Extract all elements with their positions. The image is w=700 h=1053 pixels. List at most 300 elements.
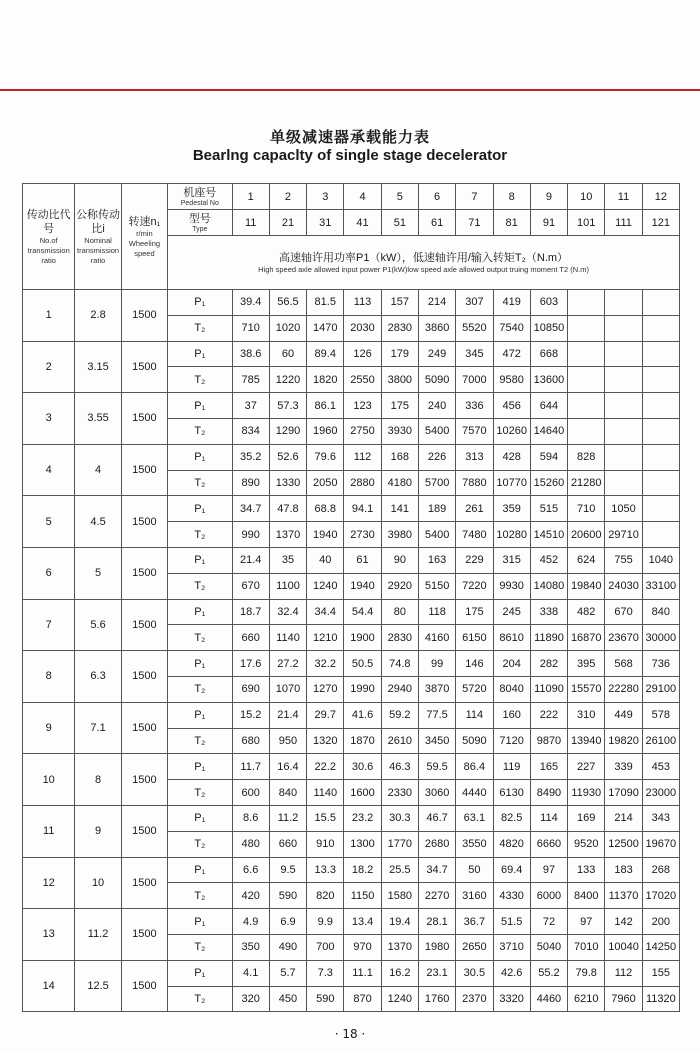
power-label: P₁ [168,547,232,573]
torque-value-cell: 1580 [381,883,418,909]
ratio-code-cell: 13 [23,909,75,961]
power-value-cell: 97 [568,909,605,935]
torque-value-cell: 1150 [344,883,381,909]
power-value-cell: 50.5 [344,651,381,677]
table-row-power [23,754,680,780]
power-value-cell: 282 [530,651,567,677]
ratio-code-cell: 10 [23,754,75,806]
power-value-cell: 23.2 [344,805,381,831]
torque-value-cell: 5150 [418,573,455,599]
power-value-cell [605,290,642,316]
power-value-cell: 29.7 [307,702,344,728]
torque-value-cell: 2830 [381,625,418,651]
torque-value-cell: 11930 [568,780,605,806]
power-value-cell: 736 [642,651,679,677]
power-value-cell: 163 [418,547,455,573]
power-value-cell: 8.6 [232,805,269,831]
torque-value-cell: 7480 [456,522,493,548]
power-value-cell: 5.7 [269,960,306,986]
power-value-cell: 56.5 [269,290,306,316]
power-value-cell: 453 [642,754,679,780]
torque-value-cell: 15570 [568,676,605,702]
torque-value-cell: 10770 [493,470,530,496]
power-value-cell: 55.2 [530,960,567,986]
table-row-power [23,651,680,677]
power-value-cell: 13.4 [344,909,381,935]
torque-label: T₂ [168,522,232,548]
power-value-cell: 472 [493,341,530,367]
torque-value-cell: 2650 [456,934,493,960]
torque-value-cell: 1370 [381,934,418,960]
torque-value-cell: 4160 [418,625,455,651]
power-value-cell: 22.2 [307,754,344,780]
torque-value-cell: 14510 [530,522,567,548]
torque-value-cell: 5090 [456,728,493,754]
type-no-cell: 101 [568,210,605,236]
table-row-power [23,702,680,728]
power-value-cell [642,341,679,367]
torque-value-cell: 1320 [307,728,344,754]
power-value-cell [568,393,605,419]
torque-value-cell: 6210 [568,986,605,1012]
power-value-cell: 222 [530,702,567,728]
power-value-cell: 126 [344,341,381,367]
torque-value-cell: 9580 [493,367,530,393]
power-value-cell: 338 [530,599,567,625]
table-row-power [23,290,680,316]
power-value-cell: 245 [493,599,530,625]
torque-value-cell: 7540 [493,315,530,341]
type-header-en: Type [192,225,208,233]
power-value-cell: 345 [456,341,493,367]
nominal-ratio-cell: 8 [75,754,121,806]
power-value-cell: 15.2 [232,702,269,728]
power-value-cell: 146 [456,651,493,677]
power-value-cell: 113 [344,290,381,316]
torque-value-cell: 2030 [344,315,381,341]
table-row-power [23,805,680,831]
power-value-cell: 17.6 [232,651,269,677]
ratio-code-cell: 11 [23,805,75,857]
torque-value-cell: 2940 [381,676,418,702]
power-value-cell: 34.7 [418,857,455,883]
torque-value-cell [605,418,642,444]
power-value-cell: 11.2 [269,805,306,831]
torque-value-cell: 6660 [530,831,567,857]
power-value-cell: 79.8 [568,960,605,986]
torque-value-cell: 13940 [568,728,605,754]
power-value-cell [642,496,679,522]
power-value-cell: 168 [381,444,418,470]
power-value-cell: 307 [456,290,493,316]
torque-value-cell: 4440 [456,780,493,806]
nominal-ratio-header [75,184,121,290]
speed-cell: 1500 [121,393,167,445]
power-value-cell [605,393,642,419]
power-value-cell: 6.6 [232,857,269,883]
torque-value-cell: 320 [232,986,269,1012]
power-value-cell: 18.7 [232,599,269,625]
power-label: P₁ [168,754,232,780]
torque-value-cell: 26100 [642,728,679,754]
type-no-cell: 31 [307,210,344,236]
type-no-cell: 51 [381,210,418,236]
torque-value-cell: 8490 [530,780,567,806]
torque-value-cell: 23670 [605,625,642,651]
table-row-power [23,599,680,625]
power-value-cell: 4.1 [232,960,269,986]
power-value-cell: 179 [381,341,418,367]
pedestal-no-cell: 4 [344,184,381,210]
nominal-ratio-cell: 12.5 [75,960,121,1012]
speed-header-en: r/min Wheeling speed [128,228,161,258]
header-rule [0,89,700,91]
speed-cell: 1500 [121,496,167,548]
torque-value-cell: 29100 [642,676,679,702]
unit-note-en: High speed axle allowed input power P1(kW)low speed axle allowed output truing moment T2 (N.m) [258,264,589,274]
speed-cell: 1500 [121,290,167,342]
torque-value-cell: 1300 [344,831,381,857]
torque-value-cell: 15260 [530,470,567,496]
speed-cell: 1500 [121,702,167,754]
pedestal-no-cell: 1 [232,184,269,210]
torque-value-cell: 1240 [381,986,418,1012]
speed-cell: 1500 [121,960,167,1012]
power-label: P₁ [168,960,232,986]
torque-value-cell: 3930 [381,418,418,444]
torque-value-cell [642,315,679,341]
power-value-cell: 1050 [605,496,642,522]
speed-header-cn: 转速n₁ [128,215,161,228]
power-value-cell: 157 [381,290,418,316]
torque-value-cell: 3060 [418,780,455,806]
power-value-cell: 313 [456,444,493,470]
pedestal-no-cell: 9 [530,184,567,210]
torque-value-cell: 1960 [307,418,344,444]
type-header [168,210,232,236]
table-row-power [23,960,680,986]
torque-value-cell: 2330 [381,780,418,806]
power-value-cell: 123 [344,393,381,419]
torque-value-cell: 5400 [418,522,455,548]
nominal-ratio-header-cn: 公称传动比i [76,208,121,235]
torque-value-cell: 3160 [456,883,493,909]
torque-value-cell: 1470 [307,315,344,341]
torque-value-cell: 21280 [568,470,605,496]
power-value-cell: 515 [530,496,567,522]
pedestal-no-cell: 7 [456,184,493,210]
power-value-cell: 160 [493,702,530,728]
torque-value-cell: 14640 [530,418,567,444]
power-value-cell: 94.1 [344,496,381,522]
torque-value-cell [642,418,679,444]
power-value-cell: 175 [381,393,418,419]
table-row-power [23,444,680,470]
torque-value-cell: 1870 [344,728,381,754]
nominal-ratio-cell: 9 [75,805,121,857]
torque-value-cell: 1290 [269,418,306,444]
power-value-cell [642,290,679,316]
torque-value-cell: 2610 [381,728,418,754]
torque-value-cell: 10260 [493,418,530,444]
torque-value-cell [605,367,642,393]
torque-value-cell: 2550 [344,367,381,393]
power-value-cell: 32.2 [307,651,344,677]
page-title-english: Bearlng capaclty of single stage decelerator [192,147,508,164]
power-value-cell: 72 [530,909,567,935]
power-value-cell: 114 [530,805,567,831]
torque-value-cell: 12500 [605,831,642,857]
power-value-cell: 1040 [642,547,679,573]
torque-value-cell: 19670 [642,831,679,857]
torque-label: T₂ [168,780,232,806]
power-value-cell: 169 [568,805,605,831]
power-value-cell: 39.4 [232,290,269,316]
torque-value-cell: 590 [269,883,306,909]
power-value-cell: 268 [642,857,679,883]
power-value-cell: 249 [418,341,455,367]
torque-value-cell [642,367,679,393]
power-value-cell: 240 [418,393,455,419]
torque-value-cell: 7960 [605,986,642,1012]
torque-value-cell [568,418,605,444]
power-value-cell: 175 [456,599,493,625]
power-value-cell: 35 [269,547,306,573]
torque-value-cell: 29710 [605,522,642,548]
power-value-cell: 27.2 [269,651,306,677]
type-no-cell: 111 [605,210,642,236]
pedestal-no-cell: 6 [418,184,455,210]
power-value-cell: 86.4 [456,754,493,780]
power-value-cell: 34.4 [307,599,344,625]
torque-value-cell: 490 [269,934,306,960]
torque-value-cell: 600 [232,780,269,806]
power-value-cell: 141 [381,496,418,522]
torque-value-cell: 910 [307,831,344,857]
power-value-cell: 594 [530,444,567,470]
torque-value-cell: 1770 [381,831,418,857]
power-value-cell: 21.4 [269,702,306,728]
power-value-cell: 21.4 [232,547,269,573]
torque-value-cell: 5400 [418,418,455,444]
torque-value-cell: 1220 [269,367,306,393]
power-value-cell: 40 [307,547,344,573]
torque-value-cell: 19820 [605,728,642,754]
power-value-cell: 261 [456,496,493,522]
torque-value-cell: 6130 [493,780,530,806]
table-row-power [23,857,680,883]
torque-value-cell: 420 [232,883,269,909]
type-no-cell: 21 [269,210,306,236]
pedestal-no-cell: 12 [642,184,679,210]
ratio-code-cell: 6 [23,547,75,599]
power-label: P₁ [168,805,232,831]
power-value-cell: 482 [568,599,605,625]
type-header-cn: 型号 [188,212,211,225]
torque-value-cell [642,470,679,496]
power-value-cell: 214 [418,290,455,316]
torque-value-cell: 9930 [493,573,530,599]
power-label: P₁ [168,290,232,316]
torque-value-cell: 2920 [381,573,418,599]
table-row-power [23,909,680,935]
torque-value-cell: 24030 [605,573,642,599]
power-value-cell: 670 [605,599,642,625]
power-value-cell: 419 [493,290,530,316]
torque-value-cell: 2270 [418,883,455,909]
power-value-cell: 80 [381,599,418,625]
torque-value-cell: 10040 [605,934,642,960]
power-label: P₁ [168,909,232,935]
torque-value-cell: 1070 [269,676,306,702]
power-label: P₁ [168,341,232,367]
ratio-code-cell: 7 [23,599,75,651]
power-value-cell: 118 [418,599,455,625]
torque-label: T₂ [168,470,232,496]
torque-value-cell: 1100 [269,573,306,599]
speed-cell: 1500 [121,341,167,393]
power-value-cell: 37 [232,393,269,419]
ratio-code-cell: 9 [23,702,75,754]
power-value-cell: 30.6 [344,754,381,780]
power-value-cell: 336 [456,393,493,419]
torque-value-cell: 2680 [418,831,455,857]
torque-value-cell: 3550 [456,831,493,857]
power-value-cell: 229 [456,547,493,573]
power-value-cell: 68.8 [307,496,344,522]
torque-value-cell: 6000 [530,883,567,909]
bearing-capacity-table [22,183,680,1012]
power-value-cell: 86.1 [307,393,344,419]
torque-value-cell: 1140 [307,780,344,806]
torque-value-cell: 9870 [530,728,567,754]
ratio-code-header [23,184,75,290]
power-value-cell: 142 [605,909,642,935]
torque-value-cell: 2830 [381,315,418,341]
power-value-cell: 310 [568,702,605,728]
torque-value-cell: 23000 [642,780,679,806]
torque-value-cell: 17020 [642,883,679,909]
power-value-cell [568,341,605,367]
torque-value-cell: 660 [269,831,306,857]
power-value-cell: 77.5 [418,702,455,728]
torque-value-cell: 9520 [568,831,605,857]
torque-value-cell: 1210 [307,625,344,651]
nominal-ratio-header-en: Nominal transmission ratio [77,235,120,265]
torque-label: T₂ [168,418,232,444]
power-value-cell: 32.4 [269,599,306,625]
nominal-ratio-cell: 3.15 [75,341,121,393]
torque-value-cell: 30000 [642,625,679,651]
torque-value-cell: 10850 [530,315,567,341]
power-value-cell: 568 [605,651,642,677]
torque-value-cell: 660 [232,625,269,651]
torque-value-cell: 690 [232,676,269,702]
nominal-ratio-cell: 11.2 [75,909,121,961]
power-value-cell: 99 [418,651,455,677]
pedestal-header-cn: 机座号 [183,186,217,199]
speed-cell: 1500 [121,547,167,599]
power-value-cell: 204 [493,651,530,677]
ratio-code-cell: 8 [23,651,75,703]
torque-label: T₂ [168,728,232,754]
torque-value-cell: 8400 [568,883,605,909]
torque-label: T₂ [168,676,232,702]
power-value-cell: 624 [568,547,605,573]
torque-value-cell: 7570 [456,418,493,444]
speed-cell: 1500 [121,857,167,909]
nominal-ratio-cell: 4 [75,444,121,496]
torque-value-cell: 820 [307,883,344,909]
power-value-cell [605,444,642,470]
torque-label: T₂ [168,315,232,341]
power-value-cell: 359 [493,496,530,522]
torque-value-cell: 670 [232,573,269,599]
nominal-ratio-cell: 10 [75,857,121,909]
torque-value-cell: 990 [232,522,269,548]
torque-value-cell: 450 [269,986,306,1012]
power-value-cell: 11.7 [232,754,269,780]
unit-note-cn: 高速轴许用功率P1（kW），低速轴许用/输入转矩T₂（N.m） [279,251,569,264]
power-value-cell: 13.3 [307,857,344,883]
torque-value-cell [605,315,642,341]
torque-value-cell: 1760 [418,986,455,1012]
pedestal-no-cell: 10 [568,184,605,210]
table-row-power [23,393,680,419]
speed-cell: 1500 [121,805,167,857]
ratio-code-header-en: No.of transmission ratio [27,235,70,265]
power-value-cell: 30.3 [381,805,418,831]
torque-value-cell: 2750 [344,418,381,444]
power-value-cell: 63.1 [456,805,493,831]
torque-value-cell: 7880 [456,470,493,496]
power-value-cell: 46.7 [418,805,455,831]
power-value-cell: 449 [605,702,642,728]
torque-value-cell: 4460 [530,986,567,1012]
torque-label: T₂ [168,573,232,599]
nominal-ratio-cell: 2.8 [75,290,121,342]
torque-value-cell: 1990 [344,676,381,702]
power-label: P₁ [168,496,232,522]
ratio-code-cell: 12 [23,857,75,909]
power-label: P₁ [168,599,232,625]
power-value-cell: 81.5 [307,290,344,316]
power-value-cell: 46.3 [381,754,418,780]
torque-value-cell: 710 [232,315,269,341]
power-value-cell: 61 [344,547,381,573]
power-value-cell: 189 [418,496,455,522]
pedestal-no-cell: 8 [493,184,530,210]
torque-value-cell: 1330 [269,470,306,496]
torque-value-cell: 785 [232,367,269,393]
type-no-cell: 121 [642,210,679,236]
torque-value-cell: 10280 [493,522,530,548]
table-row-power [23,547,680,573]
torque-value-cell: 700 [307,934,344,960]
torque-value-cell: 4330 [493,883,530,909]
power-value-cell: 59.5 [418,754,455,780]
speed-header [121,184,167,290]
power-value-cell: 119 [493,754,530,780]
torque-value-cell: 1980 [418,934,455,960]
ratio-code-cell: 2 [23,341,75,393]
torque-value-cell: 33100 [642,573,679,599]
unit-note [168,236,680,290]
torque-value-cell [568,367,605,393]
power-value-cell: 38.6 [232,341,269,367]
torque-value-cell: 4820 [493,831,530,857]
power-value-cell: 90 [381,547,418,573]
